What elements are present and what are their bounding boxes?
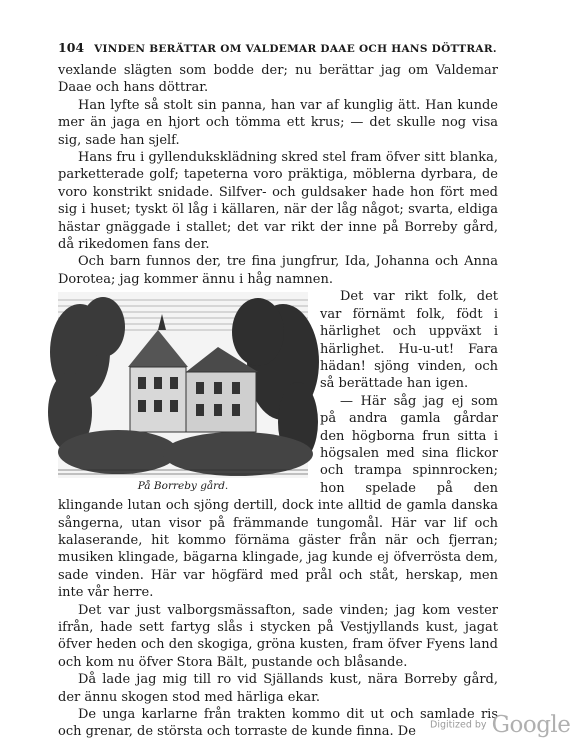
paragraph: vexlande slägten som bodde der; nu berättar jag om Valdemar Daae och hans döttrar. — [58, 63, 498, 96]
page-number: 104 — [58, 40, 85, 55]
running-title: VINDEN BERÄTTAR OM VALDEMAR DAAE OCH HANS DÖTTRAR. — [94, 43, 497, 55]
paragraph: Och barn funnos der, tre fina jungfrur, Ida, Johanna och Anna Dorotea; jag kommer ännu i håg namnen. — [58, 254, 498, 287]
figure-caption: På Borreby gård. — [137, 480, 229, 493]
paragraph: De unga karlarne från trakten kommo dit ut och samlade ris och grenar, de största och torraste de kunde finna. De — [58, 707, 498, 740]
paragraph: Då lade jag mig till ro vid Själlands kust, nära Borreby gård, der ännu skogen stod med härliga ekar. — [58, 672, 498, 705]
paragraph: Det var rikt folk, det var förnämt folk, födt i härlighet och uppväxt i härlighet. Hu-u-ut! Fara hädan! sjöng vinden, och så berättade han igen. — [320, 289, 498, 392]
paragraph: — Här såg jag ej som på andra gamla gårdar den högborna frun sitta i högsalen med sina flickor och trampa spinnrocken; hon spelade på den klingande lutan och sjöng dertill, dock inte alltid de gamla danska sångerna, utan visor på främmande tungomål. Här var lif och kalaserande, hit kommo förnäma gäster från när och fjerran; musiken klingade, bägarna klingade, jag kunde ej öfverrösta dem, sade vinden. Här var högfärd med prål och ståt, herskap, men inte vår herre. — [58, 393, 498, 601]
running-header — [58, 40, 498, 55]
paragraph: Hans fru i gyllenduksklädning skred stel fram öfver sitt blanka, parketterade golf; tapeterna voro präktiga, möblerna dyrbara, de voro konstrikt snidade. Silfver- och guldsaker hade hon fört med sig i huset; tyskt öl låg i källaren, när der låg något; svarta, eldiga hästar gnäggade i stallet; det var rikt der inne på Borreby gård, då rikedomen fans der. — [58, 150, 498, 253]
google-logo: Google — [491, 712, 570, 738]
manor-engraving-image — [58, 292, 308, 478]
digitized-watermark — [430, 712, 570, 744]
paragraph: Det var just valborgsmässafton, sade vinden; jag kom vester ifrån, hade sett fartyg slås i stycken på Vestjyllands kust, jagat öfver heden och den skogiga, gröna kusten, fram öfver Fyens land och kom nu öfver Stora Bält, pustande och blåsande. — [58, 602, 498, 670]
paragraph: Han lyfte så stolt sin panna, han var af kunglig ätt. Han kunde mer än jaga en hjort och tömma ett krus; — det skulle nog visa sig, sade han sjelf. — [58, 97, 498, 148]
body-text — [58, 62, 498, 741]
digitized-label: Digitized by — [430, 719, 487, 731]
illustration — [58, 292, 308, 493]
